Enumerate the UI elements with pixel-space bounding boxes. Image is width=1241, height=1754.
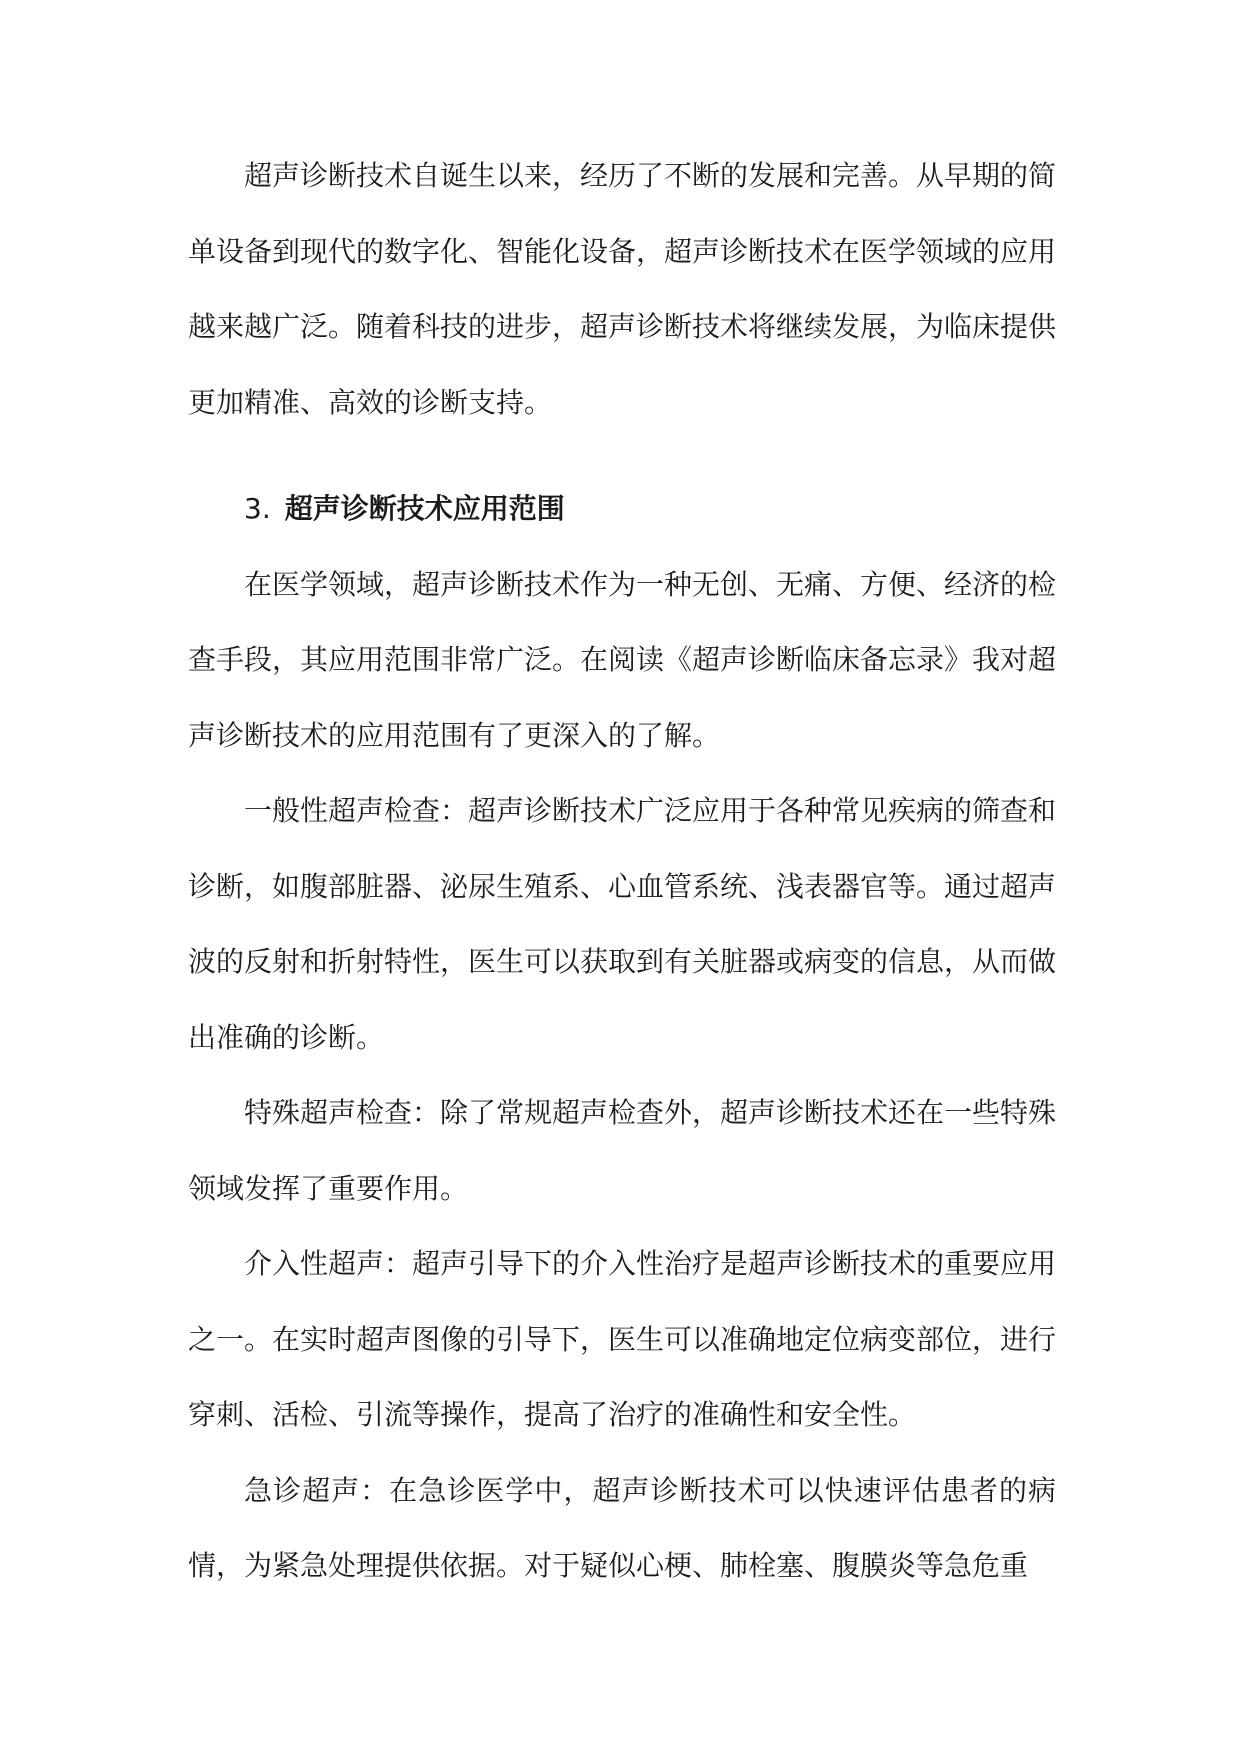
body-paragraph-overview: 在医学领域，超声诊断技术作为一种无创、无痛、方便、经济的检查手段，其应用范围非常广泛。在阅读《超声诊断临床备忘录》我对超声诊断技术的应用范围有了更深入的了解。 — [188, 567, 1057, 752]
body-paragraph-interventional: 介入性超声：超声引导下的介入性治疗是超声诊断技术的重要应用之一。在实时超声图像的引导下，医生可以准确地定位病变部位，进行穿刺、活检、引流等操作，提高了治疗的准确性和安全性。 — [188, 1247, 1057, 1431]
section-heading — [188, 471, 1056, 547]
section-title: 超声诊断技术应用范围 — [284, 492, 565, 525]
document-body — [188, 138, 1056, 1604]
body-paragraph-general-exam: 一般性超声检查：超声诊断技术广泛应用于各种常见疾病的筛查和诊断，如腹部脏器、泌尿生殖系、心血管系统、浅表器官等。通过超声波的反射和折射特性，医生可以获取到有关脏器或病变的信息，从而做出准确的诊断。 — [188, 794, 1057, 1054]
section-spacer — [188, 440, 1056, 471]
body-paragraph-special-exam: 特殊超声检查：除了常规超声检查外，超声诊断技术还在一些特殊领域发挥了重要作用。 — [188, 1096, 1057, 1205]
section-number: 3. — [244, 492, 271, 525]
body-paragraph-emergency: 急诊超声：在急诊医学中，超声诊断技术可以快速评估患者的病情，为紧急处理提供依据。对于疑似心梗、肺栓塞、腹膜炎等急危重 — [188, 1473, 1056, 1582]
intro-paragraph: 超声诊断技术自诞生以来，经历了不断的发展和完善。从早期的简单设备到现代的数字化、智能化设备，超声诊断技术在医学领域的应用越来越广泛。随着科技的进步，超声诊断技术将继续发展，为临床提供更加精准、高效的诊断支持。 — [188, 159, 1057, 419]
